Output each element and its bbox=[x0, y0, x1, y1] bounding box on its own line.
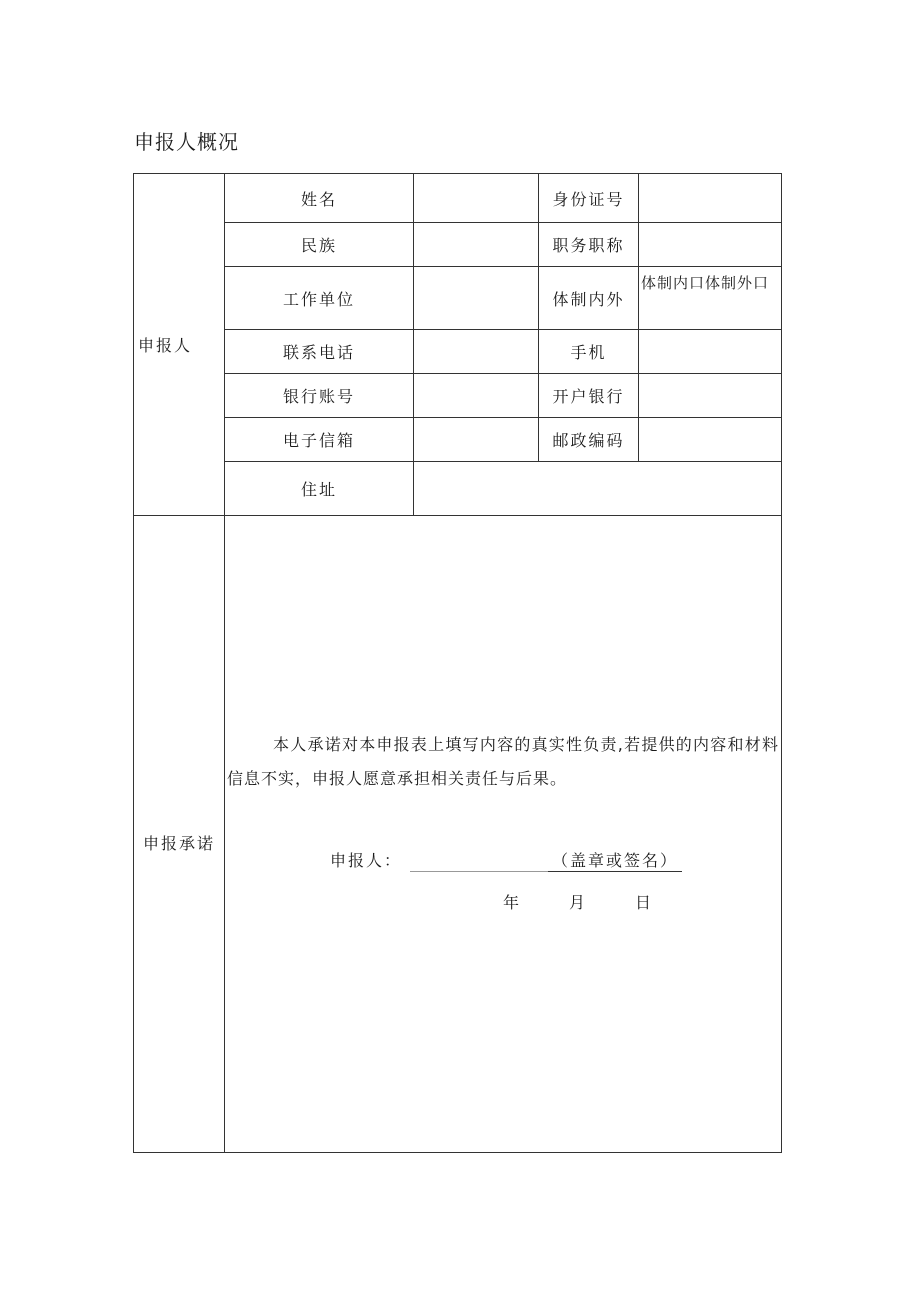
id-number-field[interactable] bbox=[639, 174, 782, 223]
bank-account-label: 银行账号 bbox=[225, 374, 414, 418]
year-label: 年 bbox=[503, 893, 522, 912]
employer-field[interactable] bbox=[414, 267, 539, 330]
applicant-group-label: 申报人 bbox=[134, 174, 225, 516]
email-label: 电子信箱 bbox=[225, 418, 414, 462]
pledge-group-label: 申报承诺 bbox=[134, 516, 225, 1153]
system-label: 体制内外 bbox=[539, 267, 639, 330]
position-label: 职务职称 bbox=[539, 223, 639, 267]
system-options[interactable]: 体制内口体制外口 bbox=[639, 267, 782, 330]
name-label: 姓名 bbox=[225, 174, 414, 223]
bank-field[interactable] bbox=[639, 374, 782, 418]
pledge-text: 本人承诺对本申报表上填写内容的真实性负责,若提供的内容和材料信息不实，申报人愿意承担相关责任与后果。 bbox=[227, 735, 779, 788]
email-field[interactable] bbox=[414, 418, 539, 462]
mobile-label: 手机 bbox=[539, 330, 639, 374]
mobile-field[interactable] bbox=[639, 330, 782, 374]
day-label: 日 bbox=[635, 893, 654, 912]
pledge-cell bbox=[225, 516, 782, 1153]
month-label: 月 bbox=[569, 893, 588, 912]
name-field[interactable] bbox=[414, 174, 539, 223]
bank-account-field[interactable] bbox=[414, 374, 539, 418]
phone-field[interactable] bbox=[414, 330, 539, 374]
address-field[interactable] bbox=[414, 462, 782, 516]
signature-row bbox=[330, 848, 682, 872]
ethnicity-label: 民族 bbox=[225, 223, 414, 267]
postcode-label: 邮政编码 bbox=[539, 418, 639, 462]
employer-label: 工作单位 bbox=[225, 267, 414, 330]
signer-label: 申报人： bbox=[330, 851, 403, 870]
applicant-form-table bbox=[133, 173, 782, 1153]
bank-label: 开户银行 bbox=[539, 374, 639, 418]
address-label: 住址 bbox=[225, 462, 414, 516]
position-field[interactable] bbox=[639, 223, 782, 267]
signature-note: （盖章或签名） bbox=[548, 848, 682, 872]
postcode-field[interactable] bbox=[639, 418, 782, 462]
signature-line[interactable] bbox=[410, 853, 548, 872]
ethnicity-field[interactable] bbox=[414, 223, 539, 267]
date-row bbox=[503, 890, 701, 913]
phone-label: 联系电话 bbox=[225, 330, 414, 374]
id-number-label: 身份证号 bbox=[539, 174, 639, 223]
page-title: 申报人概况 bbox=[134, 130, 239, 154]
